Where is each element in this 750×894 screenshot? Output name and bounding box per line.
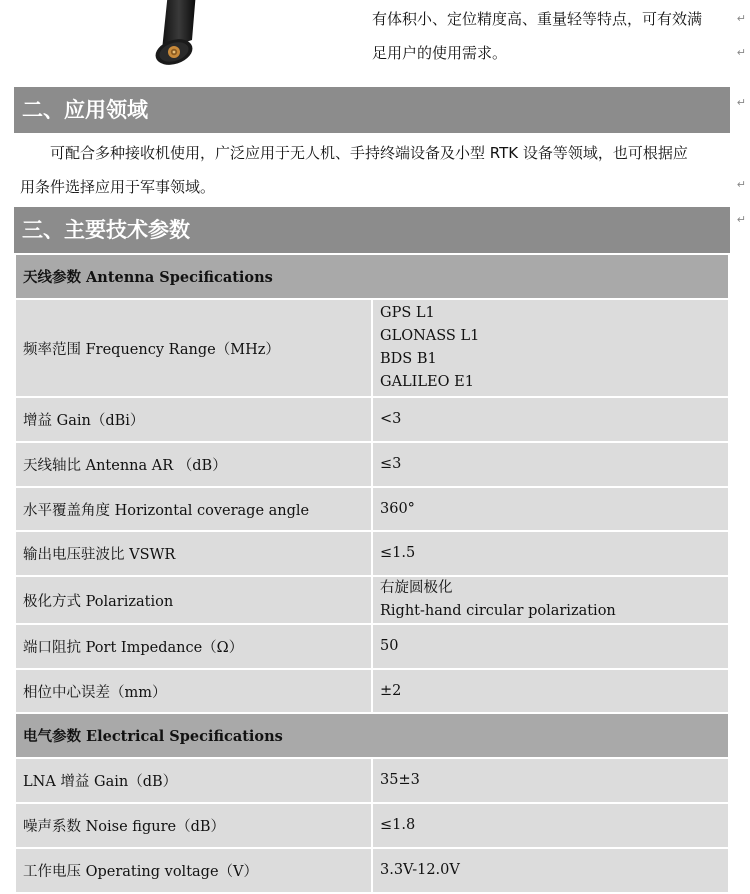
param-value [372, 531, 729, 576]
param-value-line: ≤1.5 [380, 545, 416, 561]
table-row [15, 758, 729, 803]
param-value [372, 487, 729, 531]
param-value [372, 442, 729, 487]
antenna-product-image [138, 0, 210, 72]
table-row [15, 487, 729, 531]
param-label: 频率范围 Frequency Range（MHz） [15, 299, 372, 397]
antenna-specifications-header [15, 254, 729, 299]
param-value-line: GPS L1 [380, 305, 435, 321]
param-value [372, 758, 729, 803]
param-label: 工作电压 Operating voltage（V） [15, 848, 372, 893]
spec-table [14, 253, 730, 894]
param-value-line: GLONASS L1 [380, 328, 480, 344]
intro-text [372, 2, 732, 70]
param-value [372, 397, 729, 442]
intro-line-2: 足用户的使用需求。 [372, 44, 508, 62]
param-value-line: 3.3V-12.0V [380, 862, 460, 878]
param-value [372, 576, 729, 624]
table-row [15, 397, 729, 442]
table-row [15, 803, 729, 848]
table-row [15, 299, 729, 397]
param-label: 相位中心误差（mm） [15, 669, 372, 713]
param-value-line: GALILEO E1 [380, 374, 474, 390]
intro-line-1: 有体积小、定位精度高、重量轻等特点，可有效满 [372, 10, 703, 28]
param-value-line: 35±3 [380, 772, 420, 788]
section-heading-parameters: 三、主要技术参数 [14, 207, 730, 253]
param-value [372, 299, 729, 397]
param-label: 极化方式 Polarization [15, 576, 372, 624]
param-value [372, 669, 729, 713]
param-value-line: ≤1.8 [380, 817, 416, 833]
paragraph-mark: ↵ [736, 12, 746, 25]
group-title: 电气参数 Electrical Specifications [15, 713, 729, 758]
table-row [15, 669, 729, 713]
param-label: 噪声系数 Noise figure（dB） [15, 803, 372, 848]
paragraph-mark: ↵ [736, 178, 746, 191]
applications-line-2: 用条件选择应用于军事领域。 [20, 178, 216, 196]
param-value-line: BDS B1 [380, 351, 437, 367]
paragraph-mark: ↵ [736, 46, 746, 59]
param-value-line: ±2 [380, 682, 402, 699]
param-value-line: 50 [380, 638, 399, 654]
table-row [15, 848, 729, 893]
table-row [15, 531, 729, 576]
param-value-line: 右旋圆极化 [380, 580, 453, 596]
param-label: 端口阻抗 Port Impedance（Ω） [15, 624, 372, 669]
param-value [372, 803, 729, 848]
param-value [372, 848, 729, 893]
param-value [372, 624, 729, 669]
section-heading-applications: 二、应用领域 [14, 87, 730, 133]
param-label: LNA 增益 Gain（dB） [15, 758, 372, 803]
param-label: 天线轴比 Antenna AR （dB） [15, 442, 372, 487]
param-label: 输出电压驻波比 VSWR [15, 531, 372, 576]
param-value-line: <3 [380, 411, 402, 427]
param-value-line: Right-hand circular polarization [380, 603, 616, 619]
applications-paragraph [20, 136, 730, 204]
electrical-specifications-header [15, 713, 729, 758]
top-area [0, 0, 750, 86]
applications-line-1: 可配合多种接收机使用，广泛应用于无人机、手持终端设备及小型 RTK 设备等领域，也可根据应 [50, 144, 688, 162]
param-label: 增益 Gain（dBi） [15, 397, 372, 442]
paragraph-mark: ↵ [736, 96, 746, 109]
param-value-line: 360° [380, 500, 415, 517]
table-row [15, 624, 729, 669]
param-label: 水平覆盖角度 Horizontal coverage angle [15, 487, 372, 531]
param-value-line: ≤3 [380, 456, 402, 472]
table-row [15, 442, 729, 487]
paragraph-mark: ↵ [736, 213, 746, 226]
group-title: 天线参数 Antenna Specifications [15, 254, 729, 299]
table-row [15, 576, 729, 624]
